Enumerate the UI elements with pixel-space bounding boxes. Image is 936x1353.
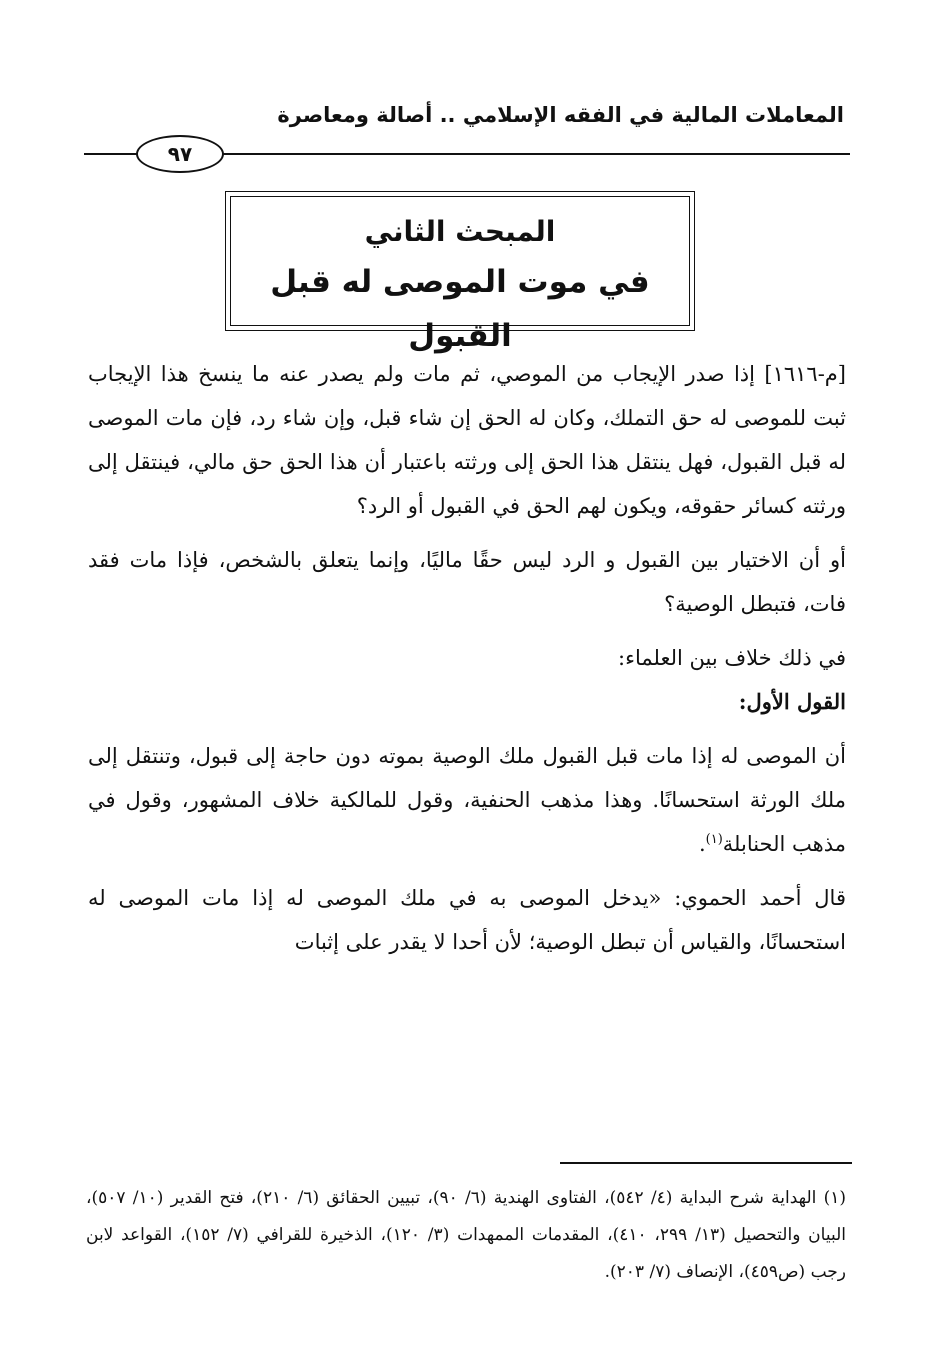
paragraph-3: في ذلك خلاف بين العلماء:	[618, 646, 846, 670]
paragraph-2: أو أن الاختيار بين القبول و الرد ليس حقًا ماليًا، وإنما يتعلق بالشخص، فإذا مات فقد فات، فتبطل الوصية؟	[88, 548, 846, 616]
section-title-box	[230, 196, 690, 354]
subheading-first-opinion: القول الأول:	[738, 689, 846, 714]
paragraph-1: [م-١٦١٦] إذا صدر الإيجاب من الموصي، ثم مات ولم يصدر عنه ما ينسخ هذا الإيجاب ثبت للموصى له حق التملك، وكان له الحق إن شاء قبل، وإن شاء رد، فإن مات الموصى له قبل القبول، فهل ينتقل هذا الحق إلى ورثته باعتبار أن هذا الحق حق مالي، فينتقل إلى ورثته كسائر حقوقه، ويكون لهم الحق في القبول أو الرد؟	[88, 362, 846, 518]
paragraph-5-text: أن الموصى له إذا مات قبل القبول ملك الوصية بموته دون حاجة إلى قبول، وتنتقل إلى ملك الورثة استحسانًا. وهذا مذهب الحنفية، وقول للمالكية خلاف المشهور، وقول في مذهب الحنابلة	[88, 744, 846, 856]
paragraph-6: قال أحمد الحموي: «يدخل الموصى به في ملك الموصى له إذا مات الموصى له استحسانًا، والقياس أن تبطل الوصية؛ لأن أحدا لا يقدر على إثبات	[88, 886, 846, 954]
page-number: ٩٧	[136, 135, 224, 173]
paragraph-5	[88, 734, 846, 866]
section-title-line1: المبحث الثاني	[364, 215, 556, 248]
section-title-line2: في موت الموصى له قبل القبول	[270, 264, 650, 354]
footnote-1: (١) الهداية شرح البداية (٤/ ٥٤٢)، الفتاوى الهندية (٦/ ٩٠)، تبيين الحقائق (٦/ ٢١٠)، فتح القدير (١٠/ ٥٠٧)، البيان والتحصيل (١٣/ ٢٩٩، ٤١٠)، المقدمات الممهدات (٣/ ١٢٠)، الذخيرة للقرافي (٧/ ١٥٢)، القواعد لابن رجب (ص٤٥٩)، الإنصاف (٧/ ٢٠٣).	[86, 1188, 846, 1282]
body-text	[88, 352, 846, 964]
running-header-title: المعاملات المالية في الفقه الإسلامي .. أصالة ومعاصرة	[277, 103, 844, 127]
footnote-reference[interactable]: (١)	[705, 832, 723, 847]
footnote-rule	[560, 1162, 852, 1164]
footnote	[86, 1180, 846, 1291]
paragraph-5-end: .	[698, 832, 706, 856]
